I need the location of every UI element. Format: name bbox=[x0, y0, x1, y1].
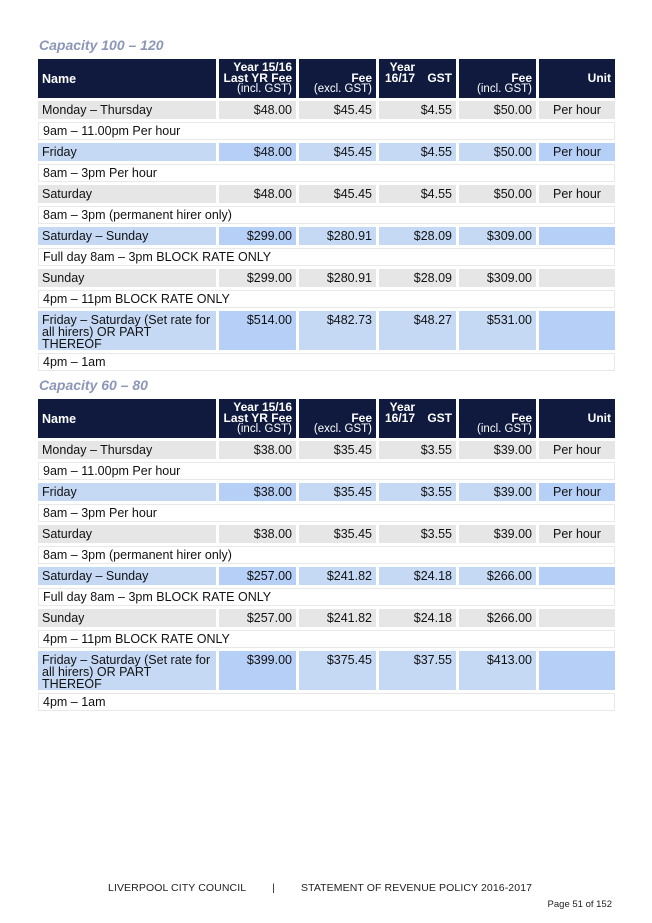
row-note: 9am – 11.00pm Per hour bbox=[38, 122, 615, 140]
row-fee-incl: $50.00 bbox=[459, 101, 536, 119]
header-unit: Unit bbox=[539, 59, 615, 98]
row-last-fee: $257.00 bbox=[219, 567, 296, 585]
row-gst: $28.09 bbox=[379, 227, 456, 245]
table-row bbox=[38, 269, 615, 287]
table-row bbox=[38, 651, 615, 690]
row-name: Friday bbox=[38, 483, 216, 501]
section-title-capacity-100-120: Capacity 100 – 120 bbox=[39, 37, 164, 53]
row-name: Sunday bbox=[38, 269, 216, 287]
row-gst: $48.27 bbox=[379, 311, 456, 350]
row-note: 4pm – 1am bbox=[38, 693, 615, 711]
fee-table-capacity-60-80 bbox=[35, 396, 618, 714]
row-last-fee: $48.00 bbox=[219, 185, 296, 203]
table-note-row bbox=[38, 546, 615, 564]
header-year-1516-line1: Year 15/16 bbox=[233, 400, 292, 414]
header-unit: Unit bbox=[539, 399, 615, 438]
row-unit: Per hour bbox=[539, 101, 615, 119]
row-name: Friday bbox=[38, 143, 216, 161]
header-name: Name bbox=[38, 59, 216, 98]
row-fee-excl: $35.45 bbox=[299, 525, 376, 543]
row-unit bbox=[539, 269, 615, 287]
row-gst: $3.55 bbox=[379, 441, 456, 459]
header-fee-excl bbox=[299, 59, 416, 98]
row-last-fee: $299.00 bbox=[219, 269, 296, 287]
row-name: Saturday bbox=[38, 525, 216, 543]
header-year-1516-sub: (incl. GST) bbox=[237, 83, 292, 95]
row-fee-incl: $39.00 bbox=[459, 525, 536, 543]
header-fee-excl-label: Fee bbox=[351, 71, 372, 85]
row-note: 4pm – 11pm BLOCK RATE ONLY bbox=[38, 630, 615, 648]
fee-table-capacity-100-120 bbox=[35, 56, 618, 374]
row-note: 8am – 3pm (permanent hirer only) bbox=[38, 206, 615, 224]
table-row bbox=[38, 567, 615, 585]
header-gst-label: GST bbox=[427, 411, 452, 425]
header-year-1516-line2: Last YR Fee bbox=[223, 71, 292, 85]
row-last-fee: $48.00 bbox=[219, 143, 296, 161]
table-row bbox=[38, 185, 615, 203]
table-note-row bbox=[38, 504, 615, 522]
row-fee-incl: $266.00 bbox=[459, 567, 536, 585]
row-fee-excl: $375.45 bbox=[299, 651, 376, 690]
table-note-row bbox=[38, 248, 615, 266]
table-note-row bbox=[38, 588, 615, 606]
row-last-fee: $257.00 bbox=[219, 609, 296, 627]
header-fee-excl bbox=[299, 399, 416, 438]
header-fee-incl-sub: (incl. GST) bbox=[477, 83, 532, 95]
header-year-1617: Year 16/17 bbox=[385, 60, 416, 85]
row-fee-incl: $266.00 bbox=[459, 609, 536, 627]
table-note-row bbox=[38, 693, 615, 711]
row-gst: $3.55 bbox=[379, 525, 456, 543]
row-gst: $3.55 bbox=[379, 483, 456, 501]
row-note: Full day 8am – 3pm BLOCK RATE ONLY bbox=[38, 588, 615, 606]
row-note: 8am – 3pm Per hour bbox=[38, 164, 615, 182]
row-fee-incl: $309.00 bbox=[459, 269, 536, 287]
header-fee-incl bbox=[459, 399, 536, 438]
header-fee-incl-sub: (incl. GST) bbox=[477, 423, 532, 435]
row-name: Monday – Thursday bbox=[38, 101, 216, 119]
row-gst: $24.18 bbox=[379, 609, 456, 627]
row-note: 4pm – 11pm BLOCK RATE ONLY bbox=[38, 290, 615, 308]
row-fee-excl: $35.45 bbox=[299, 483, 376, 501]
header-year-1516-line1: Year 15/16 bbox=[233, 60, 292, 74]
header-year-1516-line2: Last YR Fee bbox=[223, 411, 292, 425]
row-note: 8am – 3pm Per hour bbox=[38, 504, 615, 522]
row-fee-excl: $241.82 bbox=[299, 567, 376, 585]
row-unit bbox=[539, 609, 615, 627]
row-unit: Per hour bbox=[539, 441, 615, 459]
row-gst: $4.55 bbox=[379, 143, 456, 161]
row-fee-incl: $531.00 bbox=[459, 311, 536, 350]
table-note-row bbox=[38, 353, 615, 371]
table-note-row bbox=[38, 164, 615, 182]
footer-doc-title: STATEMENT OF REVENUE POLICY 2016-2017 bbox=[300, 882, 533, 894]
row-unit bbox=[539, 651, 615, 690]
table-note-row bbox=[38, 462, 615, 480]
header-fee-incl bbox=[459, 59, 536, 98]
table-note-row bbox=[38, 630, 615, 648]
header-fee-excl-label: Fee bbox=[351, 411, 372, 425]
row-unit bbox=[539, 311, 615, 350]
section-title-capacity-60-80: Capacity 60 – 80 bbox=[39, 377, 148, 393]
row-note: 9am – 11.00pm Per hour bbox=[38, 462, 615, 480]
table-header-row bbox=[38, 399, 615, 438]
row-fee-excl: $241.82 bbox=[299, 609, 376, 627]
row-gst: $28.09 bbox=[379, 269, 456, 287]
row-fee-excl: $45.45 bbox=[299, 143, 376, 161]
row-fee-incl: $50.00 bbox=[459, 185, 536, 203]
table-row bbox=[38, 609, 615, 627]
table-row bbox=[38, 525, 615, 543]
row-last-fee: $299.00 bbox=[219, 227, 296, 245]
header-year-1617: Year 16/17 bbox=[385, 400, 416, 425]
row-last-fee: $48.00 bbox=[219, 101, 296, 119]
row-fee-excl: $482.73 bbox=[299, 311, 376, 350]
row-fee-excl: $35.45 bbox=[299, 441, 376, 459]
header-gst-label: GST bbox=[427, 71, 452, 85]
row-unit: Per hour bbox=[539, 185, 615, 203]
header-fee-incl-label: Fee bbox=[511, 411, 532, 425]
row-gst: $37.55 bbox=[379, 651, 456, 690]
row-gst: $4.55 bbox=[379, 185, 456, 203]
row-last-fee: $38.00 bbox=[219, 525, 296, 543]
row-name: Sunday bbox=[38, 609, 216, 627]
row-fee-incl: $309.00 bbox=[459, 227, 536, 245]
table-note-row bbox=[38, 290, 615, 308]
row-name: Monday – Thursday bbox=[38, 441, 216, 459]
table-note-row bbox=[38, 122, 615, 140]
row-name: Friday – Saturday (Set rate for all hirers) OR PART THEREOF bbox=[38, 311, 216, 350]
table-row bbox=[38, 101, 615, 119]
row-gst: $24.18 bbox=[379, 567, 456, 585]
header-year-1516 bbox=[219, 399, 296, 438]
row-unit: Per hour bbox=[539, 525, 615, 543]
row-fee-incl: $39.00 bbox=[459, 441, 536, 459]
table-row bbox=[38, 311, 615, 350]
table-note-row bbox=[38, 206, 615, 224]
row-note: 4pm – 1am bbox=[38, 353, 615, 371]
page-number: Page 51 of 152 bbox=[547, 899, 612, 910]
table-row bbox=[38, 143, 615, 161]
header-year-1516-sub: (incl. GST) bbox=[237, 423, 292, 435]
header-fee-excl-sub: (excl. GST) bbox=[313, 83, 372, 95]
row-name: Saturday – Sunday bbox=[38, 227, 216, 245]
row-fee-excl: $45.45 bbox=[299, 185, 376, 203]
row-note: 8am – 3pm (permanent hirer only) bbox=[38, 546, 615, 564]
row-fee-excl: $280.91 bbox=[299, 227, 376, 245]
row-last-fee: $38.00 bbox=[219, 483, 296, 501]
table-row bbox=[38, 227, 615, 245]
table-header-row bbox=[38, 59, 615, 98]
row-unit: Per hour bbox=[539, 483, 615, 501]
footer-separator: | bbox=[272, 882, 275, 894]
header-fee-excl-sub: (excl. GST) bbox=[313, 423, 372, 435]
row-fee-excl: $280.91 bbox=[299, 269, 376, 287]
row-name: Saturday bbox=[38, 185, 216, 203]
header-name: Name bbox=[38, 399, 216, 438]
row-last-fee: $38.00 bbox=[219, 441, 296, 459]
page-footer bbox=[108, 882, 532, 894]
table-row bbox=[38, 483, 615, 501]
footer-org: LIVERPOOL CITY COUNCIL bbox=[108, 882, 247, 894]
table-row bbox=[38, 441, 615, 459]
row-fee-incl: $39.00 bbox=[459, 483, 536, 501]
row-last-fee: $514.00 bbox=[219, 311, 296, 350]
row-unit bbox=[539, 227, 615, 245]
row-last-fee: $399.00 bbox=[219, 651, 296, 690]
row-name: Saturday – Sunday bbox=[38, 567, 216, 585]
row-fee-excl: $45.45 bbox=[299, 101, 376, 119]
row-unit: Per hour bbox=[539, 143, 615, 161]
header-fee-incl-label: Fee bbox=[511, 71, 532, 85]
row-name: Friday – Saturday (Set rate for all hirers) OR PART THEREOF bbox=[38, 651, 216, 690]
row-fee-incl: $413.00 bbox=[459, 651, 536, 690]
header-year-1516 bbox=[219, 59, 296, 98]
row-gst: $4.55 bbox=[379, 101, 456, 119]
row-unit bbox=[539, 567, 615, 585]
row-fee-incl: $50.00 bbox=[459, 143, 536, 161]
row-note: Full day 8am – 3pm BLOCK RATE ONLY bbox=[38, 248, 615, 266]
